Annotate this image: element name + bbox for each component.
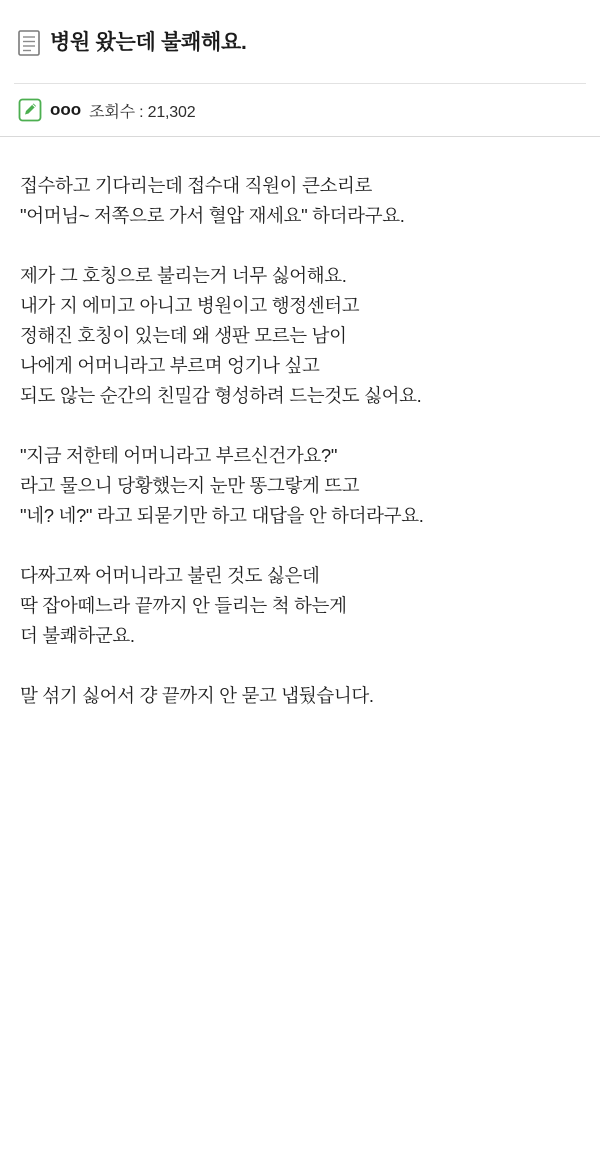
body-line: 딱 잡아떼느라 끝까지 안 들리는 척 하는게 [20, 594, 347, 616]
body-line: 내가 지 에미고 아니고 병원이고 행정센터고 [20, 295, 360, 317]
paragraph [20, 261, 580, 411]
pencil-write-icon [18, 98, 42, 122]
body-line: "어머님~ 저쪽으로 가서 혈압 재세요" 하더라구요. [20, 205, 405, 227]
author-name: ooo [50, 100, 82, 120]
body-line: 정해진 호칭이 있는데 왜 생판 모르는 남이 [20, 325, 347, 347]
paragraph [20, 441, 580, 531]
paragraph [20, 171, 580, 231]
body-line: 말 섞기 싫어서 걍 끝까지 안 묻고 냅뒀습니다. [20, 684, 374, 706]
body-line: 라고 물으니 당황했는지 눈만 똥그랗게 뜨고 [20, 475, 360, 497]
post-meta [0, 84, 600, 136]
body-line: 제가 그 호칭으로 불리는거 너무 싫어해요. [20, 265, 347, 287]
paragraph [20, 681, 580, 711]
body-line: "지금 저한테 어머니라고 부르신건가요?" [20, 445, 338, 467]
body-line: 접수하고 기다리는데 접수대 직원이 큰소리로 [20, 175, 373, 197]
body-line: 되도 않는 순간의 친밀감 형성하려 드는것도 싫어요. [20, 385, 422, 407]
view-count: 조회수 : 21,302 [89, 103, 196, 121]
body-line: "네? 네?" 라고 되묻기만 하고 대답을 안 하더라구요. [20, 505, 424, 527]
paragraph [20, 561, 580, 651]
page-title: 병원 왔는데 불쾌해요. [50, 31, 247, 55]
document-icon [18, 30, 40, 56]
body-line: 더 불쾌하군요. [20, 624, 135, 646]
post-body [0, 137, 600, 711]
post-header [0, 0, 600, 83]
body-line: 나에게 어머니라고 부르며 엉기나 싶고 [20, 355, 320, 377]
body-line: 다짜고짜 어머니라고 불린 것도 싫은데 [20, 565, 320, 586]
